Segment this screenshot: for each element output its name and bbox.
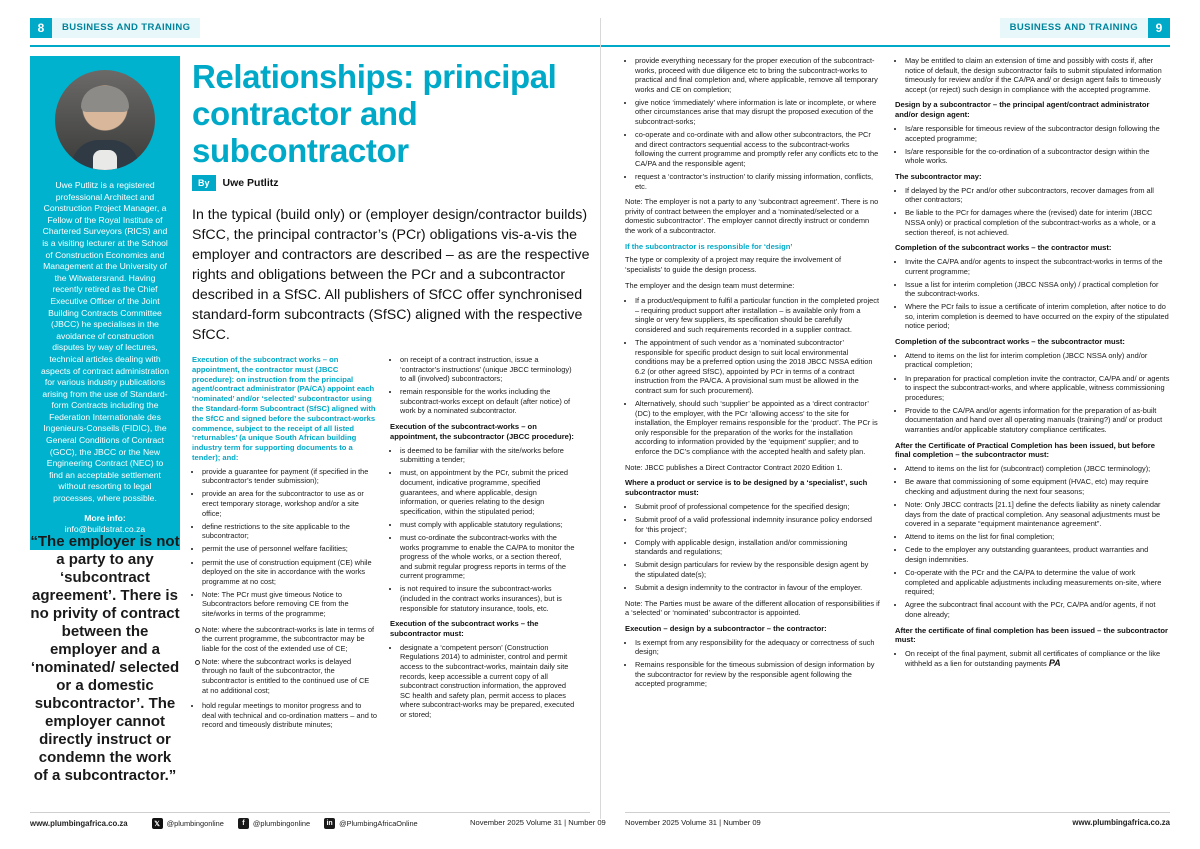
list-item: • remain responsible for the works including the subcontract-works except on default (after notice) of work by a nominated subcontractor. [400, 387, 575, 416]
list-item: • define restrictions to the site applicable to the subcontractor; [202, 522, 377, 541]
list-item: • Note: The PCr must give timeous Notice to Subcontractors before removing CE from the site/works in terms of the programme; [202, 590, 377, 619]
column2-heading-1: Execution of the subcontract-works – on appointment, the subcontractor (JBCC procedure): [390, 422, 574, 441]
column3-heading-3: Execution – design by a subcontractor – the contractor: [625, 623, 827, 633]
facebook-icon[interactable]: f [238, 818, 249, 829]
author-box [30, 56, 180, 550]
column3-para-2: The employer and the design team must determine: [625, 280, 795, 290]
final-bullet-text: On receipt of the final payment, submit all certificates of compliance or the like withheld as a lien for outstanding payments [905, 649, 1161, 668]
list-item: • Provide to the CA/PA and/or agents information for the preparation of as-built documentation and hand over all operating manuals (training?) and/ or product warranties and/or applicable statutory compliance certificates. [905, 406, 1170, 435]
column4-bullets-top [895, 56, 1170, 94]
list-item: • The appointment of such vendor as a ‘nominated subcontractor’ responsible for specific product design to suit local environmental conditions may be a preferred option using the 2018 JBCC NSSA edition 6.2 (or other agreed SfSC), appointed by PCr in terms of a contract instruction from the PA/CA. A provisional sum must be allowed in the contract sum for such procurement). [635, 338, 880, 396]
linkedin-handle[interactable]: @PlumbingAfricaOnline [339, 819, 418, 828]
column4-bullets-4 [895, 351, 1170, 435]
list-item: • Comply with applicable design, installation and/or commissioning standards and regulations; [635, 538, 880, 557]
list-item: • permit the use of personnel welfare facilities; [202, 544, 377, 554]
list-item: • Is exempt from any responsibility for the adequacy or correctness of such design; [635, 638, 880, 657]
list-item: • Where the PCr fails to issue a certificate of interim completion, after notice to do so, interim completion is deemed to have occurred on the expiry of the stipulated notice period; [905, 302, 1170, 331]
footer-website-right[interactable]: www.plumbingafrica.co.za [1072, 818, 1170, 827]
column1-intro: Execution of the subcontract works – on appointment, the contractor must (JBCC procedure): on instruction from the principal agent/contract administrator (PA/CA) appoint each ‘nominated’ and/or ‘selected’ subcontractor using the Standard-form Subcontract (SfSC) aligned with the SfCC and signed before the subcontract-works commence, subject to the receipt of all listed ‘returnables’ (a unique South African building industry term for supporting documents to a tender); and: [192, 355, 376, 462]
column1-bullets [192, 467, 377, 619]
column3-para-1: The type or complexity of a project may require the involvement of ‘specialists’ to guide the design process. [625, 255, 842, 274]
list-item: Note: where the subcontract-works is late in terms of the current programme, the subcontractor may be liable for the cost of the extended use of CE; [202, 625, 377, 654]
column1-sub-bullets [192, 625, 377, 696]
list-item: • Invite the CA/PA and/or agents to inspect the subcontract-works in terms of the current programme; [905, 257, 1170, 276]
column2-bullets-top [390, 355, 575, 416]
right-footer-rule [625, 812, 1170, 813]
column4-heading-6: After the certificate of final completion has been issued – the subcontractor must: [895, 625, 1169, 645]
column3-note-2: Note: JBCC publishes a Direct Contractor Contract 2020 Edition 1. [625, 462, 843, 472]
list-item: • must comply with applicable statutory regulations; [400, 520, 575, 530]
column4-bullets-5 [895, 464, 1170, 619]
list-item: • is not required to insure the subcontract-works (included in the contract works insurances), but is responsible for statutory insurance, tools, etc. [400, 584, 575, 613]
list-item: • Submit design particulars for review by the responsible design agent by the stipulated date(s); [635, 560, 880, 579]
author-name: Uwe Putlitz [222, 177, 279, 189]
issue-info-right: November 2025 Volume 31 | Number 09 [625, 818, 761, 827]
list-item: • on receipt of a contract instruction, issue a ‘contractor’s instructions’ (unique JBCC terminology) to all (involved) subcontractors; [400, 355, 575, 384]
footer-website[interactable]: www.plumbingafrica.co.za [30, 819, 128, 828]
byline [192, 175, 279, 191]
more-info [30, 505, 180, 536]
list-item: • Attend to items on the list for (subcontract) completion (JBCC terminology); [905, 464, 1170, 474]
list-item: • Submit proof of a valid professional indemnity insurance policy endorsed for ‘this project’; [635, 515, 880, 534]
column3-bullets-bottom [625, 502, 880, 593]
column2-heading-2: Execution of the subcontract works – the subcontractor must: [390, 619, 539, 638]
column-1 [192, 355, 377, 736]
left-footer-rule [30, 812, 590, 813]
left-page-number: 8 [30, 18, 52, 38]
list-item: • designate a ‘competent person’ (Construction Regulations 2014) to administer, control and permit access to the subcontract-works, maintain daily site records, keep accessible a current copy of all subcontract construction information, the approved SC health and safety plan, permit access to places where subcontract-works may be prepared, executed or stored; [400, 643, 575, 720]
x-icon[interactable]: 𝕏 [152, 818, 163, 829]
column-2 [390, 355, 575, 726]
end-mark: PA [1048, 657, 1061, 668]
list-item: Note: where the subcontract works is delayed through no fault of the subcontractor, the subcontractor is entitled to the continued use of CE at no additional cost; [202, 657, 377, 695]
list-item: • provide everything necessary for the proper execution of the subcontract-works, proceed with due diligence etc to bring the subcontract-works to practical and final completion and, where applicable, remove all temporary works and CE on completion; [635, 56, 880, 94]
column4-heading-2: The subcontractor may: [895, 171, 982, 181]
list-item: • give notice ‘immediately’ where information is late or incomplete, or where other circumstances arise that may disrupt the proposed execution of the subcontract-sorks; [635, 98, 880, 127]
issue-info-left: November 2025 Volume 31 | Number 09 [470, 818, 606, 827]
column4-heading-1: Design by a subcontractor – the principal agent/contract administrator and/or design agent: [895, 100, 1150, 120]
list-item: • Cede to the employer any outstanding guarantees, product warranties and design indemnities. [905, 545, 1170, 564]
list-item: • is deemed to be familiar with the site/works before submitting a tender; [400, 446, 575, 465]
list-item: • must co-ordinate the subcontract-works with the works programme to enable the CA/PA to monitor the progress of the whole works, or a section thereof, and submit regular progress reports in terms of the current programme; [400, 533, 575, 581]
list-item: • If a product/equipment to fulfil a particular function in the completed project – requiring product support after installation – is available only from a single or very few suppliers, its specification should be carefully considered and such requirements recorded in a supplier contract. [635, 296, 880, 334]
column-4 [895, 56, 1170, 674]
social-links [152, 818, 428, 829]
left-footer [30, 818, 606, 829]
page-title: Relationships: principal contractor and subcontractor [192, 58, 557, 169]
pull-quote: “The employer is not a party to any ‘subcontract agreement’. There is no privity of contract between the employer and a ‘nominated/ selected or a domestic subcontractor’. The employer cannot directly instruct or condemn the work of a subcontractor.” [30, 533, 180, 784]
list-item: • If delayed by the PCr and/or other subcontractors, recover damages from all other contractors; [905, 186, 1170, 205]
list-item: • Agree the subcontract final account with the PCr, CA/PA and/or agents, if not done already; [905, 600, 1170, 619]
column2-bullets-1 [390, 446, 575, 614]
list-item: • Remains responsible for the timeous submission of design information by the subcontractor for review by the responsible agent following the accepted programme; [635, 660, 880, 689]
column3-note-3: Note: The Parties must be aware of the different allocation of responsibilities if a ‘selected’ or ‘nominated’ subcontractor is appointed. [625, 598, 880, 618]
list-item: • Submit a design indemnity to the contractor in favour of the employer. [635, 583, 880, 593]
list-item: • May be entitled to claim an extension of time and possibly with costs if, after notice of default, the design subcontractor fails to submit stipulated information timeously for review and/or if the CA/PA and/ or design agent fails to timeously accept (or reject) such design in compliance with the accepted programme. [905, 56, 1170, 94]
list-item: • request a ‘contractor’s instruction’ to clarify missing information, conflicts, etc. [635, 172, 880, 191]
column4-bullets-2 [895, 186, 1170, 237]
list-item: • provide an area for the subcontractor to use as or erect temporary storage, workshop and/or a site office; [202, 489, 377, 518]
right-footer [1072, 818, 1170, 827]
list-item: • co-operate and co-ordinate with and allow other subcontractors, the PCr and direct contractors sequential access to the subcontract-works following the current programme and promptly refer any conflicts etc to the CA/PA and the responsible agent; [635, 130, 880, 168]
by-tag: By [192, 175, 216, 191]
list-item: • Be liable to the PCr for damages where the (revised) date for interim (JBCC NSSA only) or practical completion of the subcontract-works as a whole, or a section thereof, is not achieved. [905, 208, 1170, 237]
more-info-email[interactable]: info@buildstrat.co.za [64, 524, 146, 535]
column2-bullets-2 [390, 643, 575, 720]
list-item: • hold regular meetings to monitor progress and to deal with technical and co-ordination matters – and to record and timeously distribute minutes; [202, 701, 377, 730]
column3-bullets-end [625, 638, 880, 689]
list-item: • Issue a list for interim completion (JBCC NSSA only) / practical completion for the subcontract-works. [905, 280, 1170, 299]
list-item: • Be aware that commissioning of some equipment (HVAC, etc) may require checking and adjustment during the next four seasons; [905, 477, 1170, 496]
list-item: • must, on appointment by the PCr, submit the priced document, indicative programme, specified guarantees, and where applicable, design information, or queries relating to the design specification, within the stipulated period; [400, 468, 575, 516]
column3-bullets-top [625, 56, 880, 191]
column3-note-1: Note: The employer is not a party to any ‘subcontract agreement’. There is no privity of contract between the employer and a ‘nominated/selected or a domestic subcontractor’. The employer cannot directly instruct or condemn the work of a subcontractor. [625, 197, 879, 235]
column4-heading-5: After the Certificate of Practical Completion has been issued, but before final completion – the subcontractor must: [895, 440, 1155, 460]
list-item: • Note: Only JBCC contracts [21.1] define the defects liability as ninety calendar days from the date of practical completion. Any seasonal adjustments must be covered in a separate “equipment maintenance agreement”. [905, 500, 1170, 529]
author-photo [55, 70, 155, 170]
list-item: • Is/are responsible for timeous review of the subcontractor design following the accepted programme; [905, 124, 1170, 143]
list-item: • Attend to items on the list for interim completion (JBCC NSSA only) and/or practical completion; [905, 351, 1170, 370]
list-item: • Submit proof of professional competence for the specified design; [635, 502, 880, 512]
linkedin-icon[interactable]: in [324, 818, 335, 829]
column4-bullets-3 [895, 257, 1170, 331]
list-item: • Attend to items on the list for final completion; [905, 532, 1170, 542]
list-item: • permit the use of construction equipment (CE) while deployed on the site in accordance with the works programme at no cost; [202, 558, 377, 587]
column1-bullets-2 [192, 701, 377, 730]
column4-heading-4: Completion of the subcontract works – the subcontractor must: [895, 337, 1125, 347]
facebook-handle[interactable]: @plumbingonline [252, 819, 311, 828]
list-item: • In preparation for practical completion invite the contractor, CA/PA and/ or agents to inspect the subcontract-works, and where applicable, witness commissioning procedures; [905, 374, 1170, 403]
column4-heading-3: Completion of the subcontract works – the contractor must: [895, 243, 1112, 253]
column3-heading-2: Where a product or service is to be designed by a ‘specialist’, such subcontractor must: [625, 478, 868, 498]
x-handle[interactable]: @plumbingonline [166, 819, 224, 828]
list-item [905, 649, 1170, 668]
left-page-header [30, 18, 200, 38]
standfirst: In the typical (build only) or (employer design/contractor builds) SfCC, the principal contractor’s (PCr) obligations vis-a-vis the employer and contractors are described – as are the respective rights and obligations between the PCr and a subcontractor described in a SfSC. All publishers of SfCC offer synchronised standard-form subcontracts (SfSC) aligned with the respective SfCC. [192, 207, 590, 343]
column3-bullets-mid [625, 296, 880, 457]
column-3 [625, 56, 880, 695]
left-section-title: BUSINESS AND TRAINING [52, 18, 200, 38]
column4-bullets-6 [895, 649, 1170, 668]
list-item: • Is/are responsible for the co-ordination of a subcontractor design within the whole works. [905, 147, 1170, 166]
list-item: • provide a guarantee for payment (if specified in the subcontractor’s tender submission); [202, 467, 377, 486]
column4-bullets-1 [895, 124, 1170, 166]
column3-heading-design: If the subcontractor is responsible for ‘design’ [625, 241, 793, 251]
page-gutter [600, 18, 601, 819]
list-item: • Alternatively, should such ‘supplier’ be appointed as a ‘direct contractor’ (DC) to the employer, with the PCr ‘allowing access’ to the site for installation, the Employer remains responsible for the ‘product’. The PCr is only responsible for the preparation of the works for the installation according to information provided by the ‘equipment’ supplier; and to enforce the DC’s compliance with the accepted health and safety plan. [635, 399, 880, 457]
author-bio: Uwe Putlitz is a registered professional Architect and Construction Project Manager, a Fellow of the Royal Institute of Chartered Surveyors (RICS) and is a visiting lecturer at the School of Construction Economics and Management at the University of the Witwatersrand. Having recently retired as the Chief Executive Officer of the Joint Building Contracts Committee (JBCC) he specialises in the avoidance of construction disputes by way of lectures, technical articles dealing with aspects of contract administration for various industry publications arising from the use of Standard-form Contracts including the Federation Internationale des Ingenieurs-Conseils (FIDIC), the General Conditions of Contract (GCC), the JBCC or the New Engineering Contract (NEC) to find an acceptable settlement without resorting to legal processes, where possible. [40, 180, 169, 504]
right-page-number: 9 [1148, 18, 1170, 38]
more-info-label: More info: [84, 512, 126, 523]
right-page-header [1000, 18, 1170, 38]
right-section-title: BUSINESS AND TRAINING [1000, 18, 1148, 38]
list-item: • Co-operate with the PCr and the CA/PA to determine the value of work completed and applicable adjustments including measurements on-site, where required; [905, 568, 1170, 597]
